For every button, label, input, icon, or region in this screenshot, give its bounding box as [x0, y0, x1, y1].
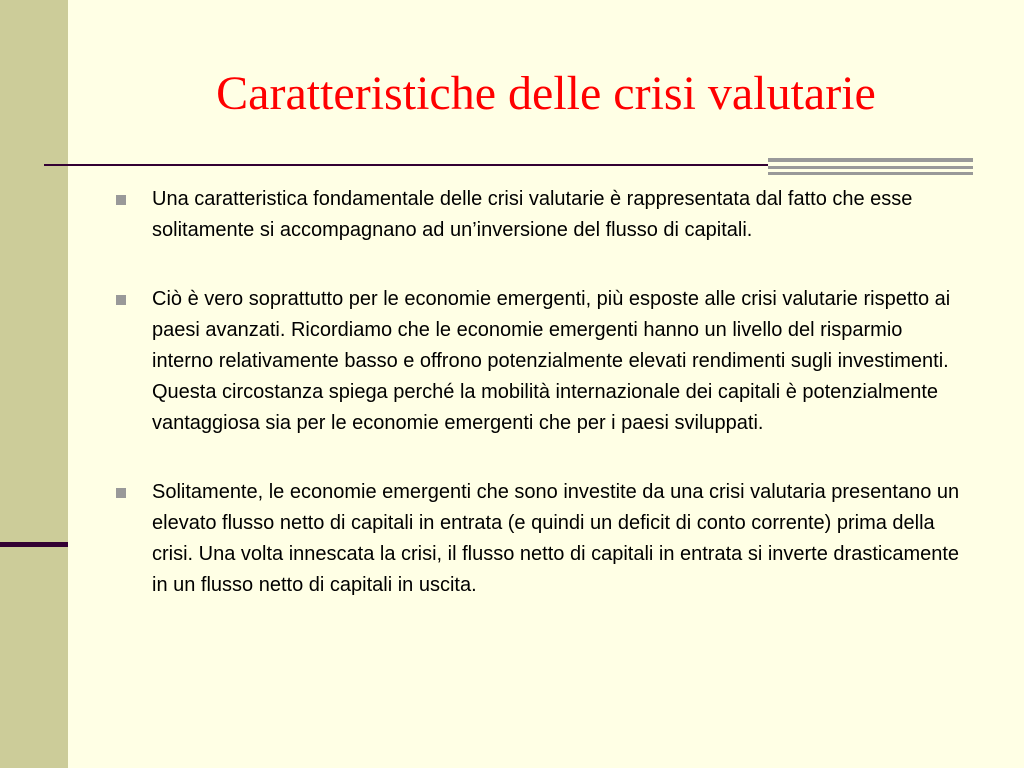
bullet-item	[116, 477, 966, 601]
bullet-text: Solitamente, le economie emergenti che sono investite da una crisi valutaria presentano un elevato flusso netto di capitali in entrata (e quindi un deficit di conto corrente) prima della crisi. Una volta innescata la crisi, il flusso netto di capitali in entrata si inverte drasticamente in un flusso netto di capitali in uscita.	[152, 481, 960, 596]
square-bullet-icon	[116, 195, 126, 205]
title-divider-grey-lines	[768, 158, 973, 178]
bullet-text: Una caratteristica fondamentale delle crisi valutarie è rappresentata dal fatto che esse solitamente si accompagnano ad un’inversione del flusso di capitali.	[152, 188, 913, 241]
square-bullet-icon	[116, 295, 126, 305]
bullet-text: Ciò è vero soprattutto per le economie emergenti, più esposte alle crisi valutarie rispetto ai paesi avanzati. Ricordiamo che le economie emergenti hanno un livello del risparmio interno relativamente basso e offrono potenzialmente elevati rendimenti sugli investimenti. Questa circostanza spiega perché la mobilità internazionale dei capitali è potenzialmente vantaggiosa sia per le economie emergenti che per i paesi sviluppati.	[152, 288, 951, 434]
title-divider-line	[44, 164, 768, 166]
slide-title: Caratteristiche delle crisi valutarie	[216, 67, 876, 120]
bullet-item	[116, 184, 966, 246]
bullet-item	[116, 284, 966, 439]
left-decorative-band	[0, 0, 68, 768]
bullet-list	[116, 184, 966, 639]
left-band-accent-line	[0, 542, 68, 547]
square-bullet-icon	[116, 488, 126, 498]
